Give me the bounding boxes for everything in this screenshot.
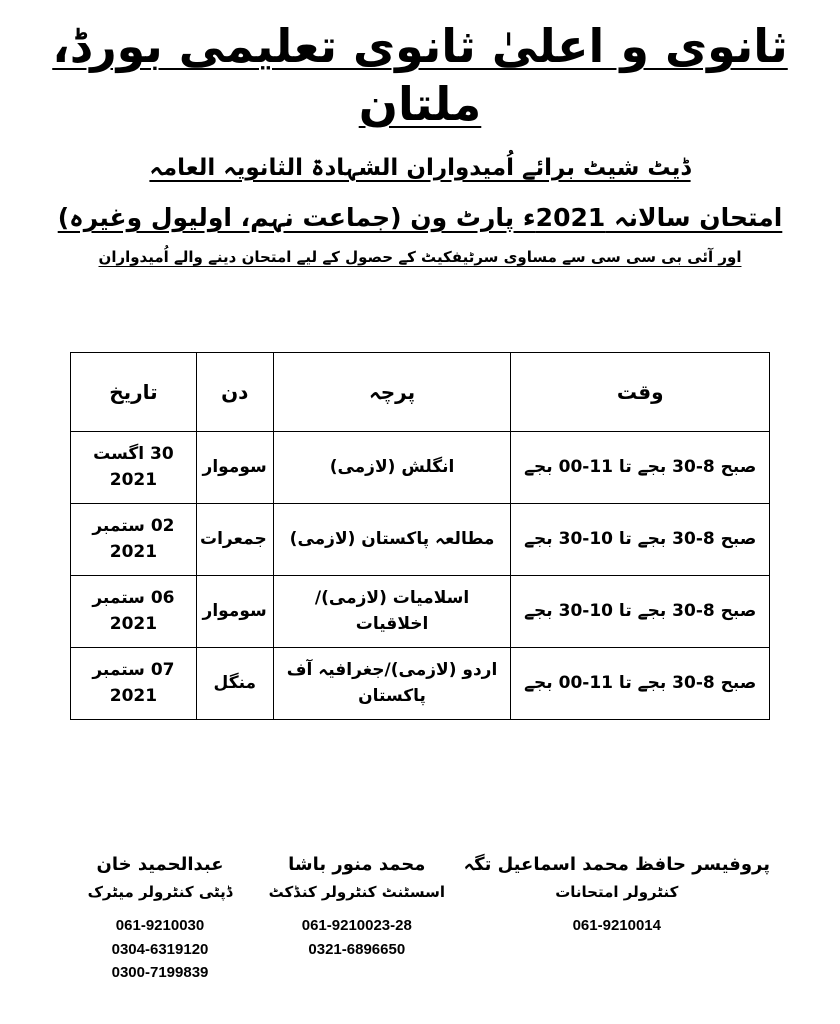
signatory-designation: اسسٹنٹ کنٹرولر کنڈکٹ	[268, 883, 446, 902]
signature-block-controller	[464, 851, 770, 984]
phone-number: 061-9210014	[572, 917, 661, 935]
cell-day: جمعرات	[196, 504, 273, 576]
signatory-designation: کنٹرولر امتحانات	[555, 883, 679, 902]
cell-date: 02 ستمبر 2021	[71, 504, 197, 576]
cell-day: سوموار	[196, 576, 273, 648]
table-header-row-group	[71, 353, 770, 432]
phone-number: 061-9210023-28	[301, 917, 412, 935]
cell-paper: اردو (لازمی)/جغرافیہ آف پاکستان	[273, 648, 511, 720]
document-subtitle-note: اور آئی بی سی سی سے مساوی سرٹیفکیٹ کے حصول کے لیے امتحان دینے والے اُمیدواران	[98, 248, 742, 266]
signature-block-deputy-controller	[70, 851, 250, 984]
cell-paper: مطالعہ پاکستان (لازمی)	[273, 504, 511, 576]
signatory-designation: ڈپٹی کنٹرولر میٹرک	[87, 883, 233, 902]
cell-day: منگل	[196, 648, 273, 720]
document-subtitle-exam: امتحان سالانہ 2021ء پارٹ ون (جماعت نہم، اولیول وغیرہ)	[57, 203, 783, 232]
column-header-paper: پرچہ	[273, 353, 511, 432]
phone-number: 0321-6896650	[308, 940, 406, 958]
column-header-date: تاریخ	[71, 353, 197, 432]
table-body	[71, 432, 770, 720]
cell-time: صبح 8-30 بجے تا 10-30 بجے	[511, 504, 770, 576]
table-row	[71, 504, 770, 576]
board-title: ثانوی و اعلیٰ ثانوی تعلیمی بورڈ، ملتان	[52, 19, 788, 131]
table-row	[71, 576, 770, 648]
cell-paper: اسلامیات (لازمی)/اخلاقیات	[273, 576, 511, 648]
signature-block-group	[0, 851, 840, 984]
cell-day: سوموار	[196, 432, 273, 504]
signatory-phone-list	[464, 914, 770, 937]
cell-time: صبح 8-30 بجے تا 11-00 بجے	[511, 432, 770, 504]
signatory-phone-list	[70, 914, 250, 984]
cell-date: 30 اگست 2021	[71, 432, 197, 504]
cell-time: صبح 8-30 بجے تا 10-30 بجے	[511, 576, 770, 648]
cell-date: 07 ستمبر 2021	[71, 648, 197, 720]
signatory-phone-list	[267, 914, 447, 961]
column-header-time: وقت	[511, 353, 770, 432]
cell-date: 06 ستمبر 2021	[71, 576, 197, 648]
cell-paper: انگلش (لازمی)	[273, 432, 511, 504]
signature-block-assistant-controller	[267, 851, 447, 984]
table-header-row	[71, 353, 770, 432]
signatory-name: عبدالحمید خان	[96, 854, 224, 876]
signatory-name: پروفیسر حافظ محمد اسماعیل تگہ	[463, 854, 770, 876]
datesheet-table-wrapper	[70, 352, 770, 720]
datesheet-table	[70, 352, 770, 720]
phone-number: 061-9210030	[115, 917, 205, 935]
phone-number: 0304-6319120	[111, 940, 209, 958]
column-header-day: دن	[196, 353, 273, 432]
table-row	[71, 432, 770, 504]
phone-number: 0300-7199839	[111, 963, 209, 981]
document-header	[0, 0, 840, 266]
document-subtitle-primary: ڈیٹ شیٹ برائے اُمیدواران الشہادۃ الثانویہ العامہ	[149, 155, 691, 181]
signatory-name: محمد منور باشا	[288, 854, 426, 876]
cell-time: صبح 8-30 بجے تا 11-00 بجے	[511, 648, 770, 720]
table-row	[71, 648, 770, 720]
